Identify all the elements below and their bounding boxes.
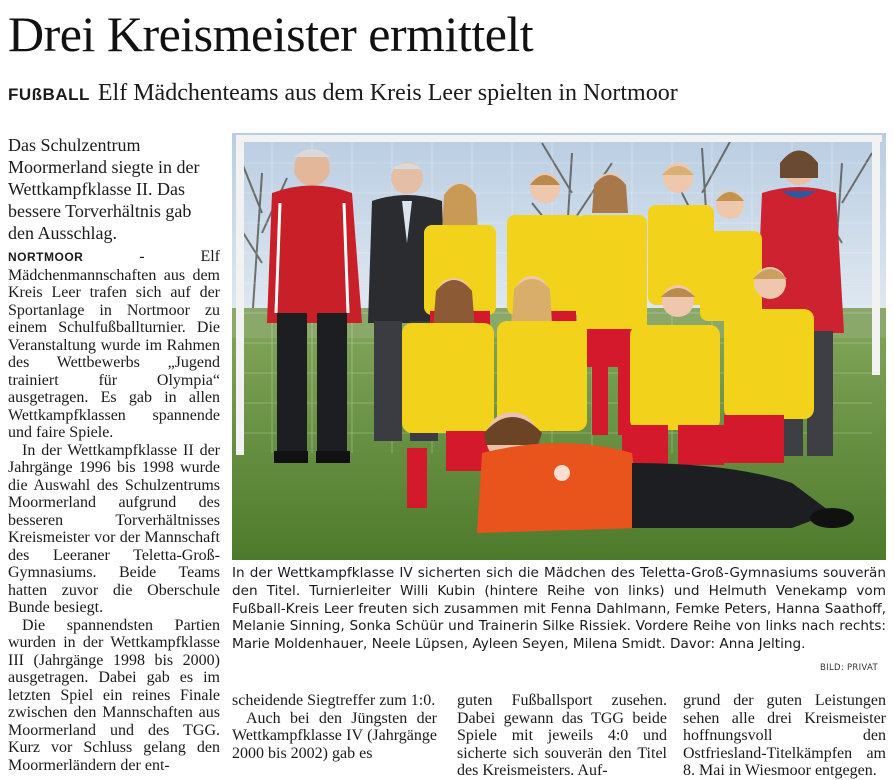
photo-credit: BILD: PRIVAT bbox=[820, 663, 878, 673]
article-column-2 bbox=[232, 692, 437, 762]
team-photo-illustration bbox=[232, 133, 886, 560]
column-4-paragraph-1: grund der guten Leistungen sehen alle drei Kreismeister hoffnungsvoll den Ostfriesland-Titelkämpfen am 8. Mai in Wiesmoor entgegen. bbox=[683, 692, 886, 779]
column-3-paragraph-1: guten Fußballsport zusehen. Dabei gewann das TGG beide Spiele mit jeweils 4:0 und sicherte sich souverän den Titel des Kreismeisters. Auf- bbox=[457, 692, 667, 779]
column-2-paragraph-2: Auch bei den Jüngsten der Wettkampfklasse IV (Jahrgänge 2000 bis 2002) gab es bbox=[232, 709, 437, 762]
photo-caption: In der Wettkampfklasse IV sicherten sich die Mädchen des Teletta-Groß-Gymnasiums souverän den Titel. Turnierleiter Willi Kubin (hintere Reihe von links) und Helmuth Venekamp vom Fußball-Kreis Leer freuten sich zusammen mit Fenna Dahlmann, Femke Peters, Hanna Saathoff, Melanie Sinning, Sonka Schüür und Trainerin Silke Rissiek. Vordere Reihe von links nach rechts: Marie Moldenhauer, Neele Lüpsen, Ayleen Seyen, Milena Smidt. Davor: Anna Jelting. bbox=[232, 565, 886, 653]
section-kicker: FUßBALL bbox=[8, 85, 90, 104]
team-photo bbox=[232, 133, 886, 560]
article-headline: Drei Kreismeister ermittelt bbox=[8, 6, 534, 62]
dateline: NORTMOOR bbox=[8, 250, 84, 264]
paragraph-1-text: - Elf Mädchenmannschaften aus dem Kreis Leer trafen sich auf der Sportanlage in Nortmoor zu einem Schulfußballturnier. Die Veranstaltung wurde im Rahmen des Wettbewerbs „Jugend trainiert für Olympia“ ausgetragen. Es gab in allen Wettkampfklassen spannende und faire Spiele. bbox=[8, 248, 220, 441]
article-column-3 bbox=[457, 692, 667, 780]
article-paragraph-2: In der Wettkampfklasse II der Jahrgänge 1996 bis 1998 wurde die Auswahl des Schulzentrums Moormerland aufgrund des besseren Torverhältnisses Kreismeister vor der Mannschaft des Leeraner Teletta-Groß-Gymnasiums. Beide Teams hatten zuvor die Oberschule Bunde besiegt. bbox=[8, 441, 220, 616]
article-column-4 bbox=[683, 692, 886, 780]
article-paragraph-3: Die spannendsten Partien wurden in der Wettkampfklasse III (Jahrgänge 1998 bis 2000) ausgetragen. Dabei gab es im letzten Spiel ein reines Finale zwischen den Mannschaften aus Moormerland und des TGG. Kurz vor Schluss gelang den Moormerländern der ent- bbox=[8, 616, 220, 774]
column-2-paragraph-1: scheidende Siegtreffer zum 1:0. bbox=[232, 692, 436, 709]
article-subheadline-row bbox=[8, 80, 888, 114]
article-paragraph-1 bbox=[8, 248, 220, 442]
article-column-1 bbox=[8, 134, 220, 774]
article-lead: Das Schulzentrum Moormerland siegte in der Wettkampfklasse II. Das bessere Torverhältnis gab den Ausschlag. bbox=[8, 135, 200, 243]
article-subheadline: Elf Mädchenteams aus dem Kreis Leer spielten in Nortmoor bbox=[97, 80, 678, 106]
